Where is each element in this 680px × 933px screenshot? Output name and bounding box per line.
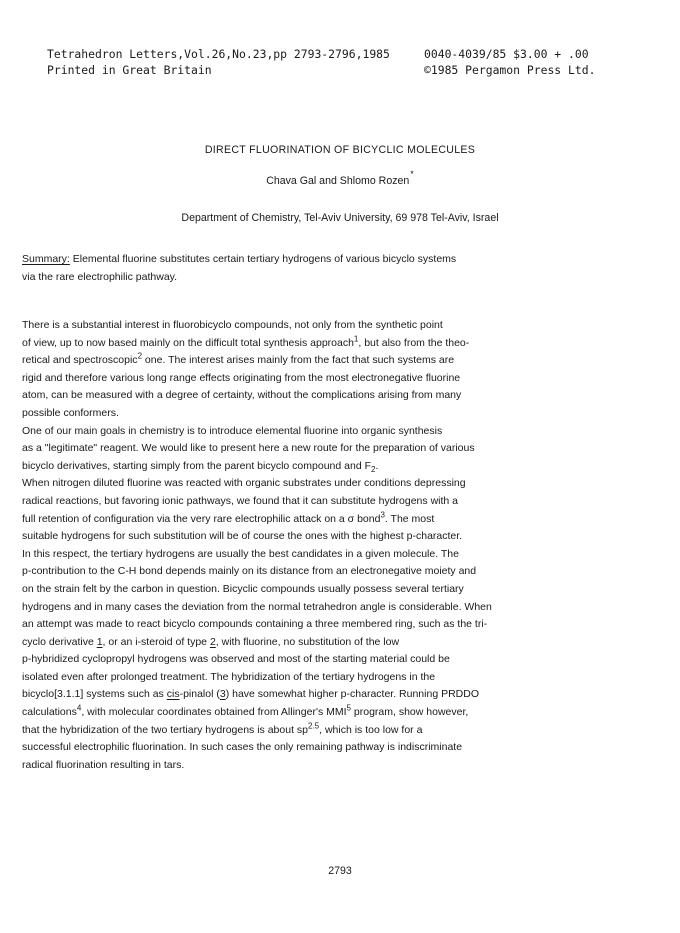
body-segment: . When nitrogen diluted fluorine was reacted with organic substrates under conditions depressing radical reactions, but favoring ionic pathways, we found that it can substitute hydrogens with a full retention of configuration via the very rare electrophilic attack on a σ bond [22,459,466,525]
body-segment: , with molecular coordinates obtained from Allinger's MMI [81,706,347,719]
body-segment: , with fluorine, no substitution of the low p-hybridized cyclopropyl hydrogens was observed and most of the starting material could be isolated even after prolonged treatment. The hybridization of the tertiary hydrogens in the bicyclo[3.1.1] systems such as [22,635,450,701]
reference-5: 5 [346,703,351,713]
authors-line [0,169,680,187]
issn-price: 0040-4039/85 $3.00 + .00 [424,47,589,61]
publisher-header [424,46,595,78]
body-segment: There is a substantial interest in fluorobicyclo compounds, not only from the synthetic point of view, up to now based mainly on the difficult total synthesis approach [22,319,443,349]
body-segment: , or an i-steroid of type [102,635,210,648]
body-segment: . The most suitable hydrogens for such substitution will be of course the ones with the highest p-character. In this respect, the tertiary hydrogens are usually the best candidates in a given molecule. The p-contribution to the C-H bond depends mainly on its distance from an electronegative moiety and on the strain felt by the carbon in question. Bicyclic compounds usually possess several tertiary hydrogens and in many cases the deviation from the normal tetrahedron angle is considerable. When an attempt was made to react bicyclo compounds containing a three membered ring, such as the tri- cyclo derivative [22,512,492,648]
authors: Chava Gal and Shlomo Rozen [266,175,410,187]
summary-paragraph [22,251,662,286]
author-footnote-mark: * [410,169,414,179]
reference-3: 3 [380,510,385,520]
f2-subscript: 2 [371,464,376,474]
reference-2: 2 [137,351,143,361]
body-segment: program, show however, that the hybridization of the two tertiary hydrogens is about sp [22,706,469,736]
body-segment: one. The interest arises mainly from the fact that such systems are rigid and therefore various long range effects originating from the most electronegative fluorine atom, can be measured with a degree of certainty, without the complications arising from many possible conformers. One of our main goals in chemistry is to introduce elemental fluorine into organic synthesis as a "legitimate" reagent. We would like to present here a new route for the preparation of various bicyclo derivatives, starting simply from the parent bicyclo compound and F [22,354,475,472]
body-segment: -pinalol ( [179,688,220,701]
compound-1: 1 [96,635,103,648]
journal-header [47,46,390,78]
reference-1: 1 [353,334,359,344]
summary-label: Summary: [22,253,70,265]
printed-in: Printed in Great Britain [47,63,212,77]
body-segment: ) have somewhat higher p-character. Running PRDDO calculations [22,688,479,719]
journal-citation: Tetrahedron Letters,Vol.26,No.23,pp 2793-2796,1985 [47,47,390,61]
affiliation: Department of Chemistry, Tel-Aviv University, 69 978 Tel-Aviv, Israel [181,212,499,224]
copyright: ©1985 Pergamon Press Ltd. [424,63,596,77]
body-segment: , but also from the theo- retical and spectroscopic [22,336,470,367]
sp-exponent: 2.5 [308,721,320,731]
compound-2: 2 [209,635,216,648]
compound-3: 3 [219,688,226,701]
page-number: 2793 [328,865,352,877]
summary-text: Elemental fluorine substitutes certain tertiary hydrogens of various bicyclo systems via the rare electrophilic pathway. [22,253,457,283]
article-title: DIRECT FLUORINATION OF BICYCLIC MOLECULES [204,144,476,156]
body-text [22,317,662,774]
reference-4: 4 [76,703,82,713]
body-segment: , which is too low for a successful electrophilic fluorination. In such cases the only remaining pathway is indiscriminate radical fluorination resulting in tars. [22,723,463,771]
cis-prefix: cis [166,688,180,701]
